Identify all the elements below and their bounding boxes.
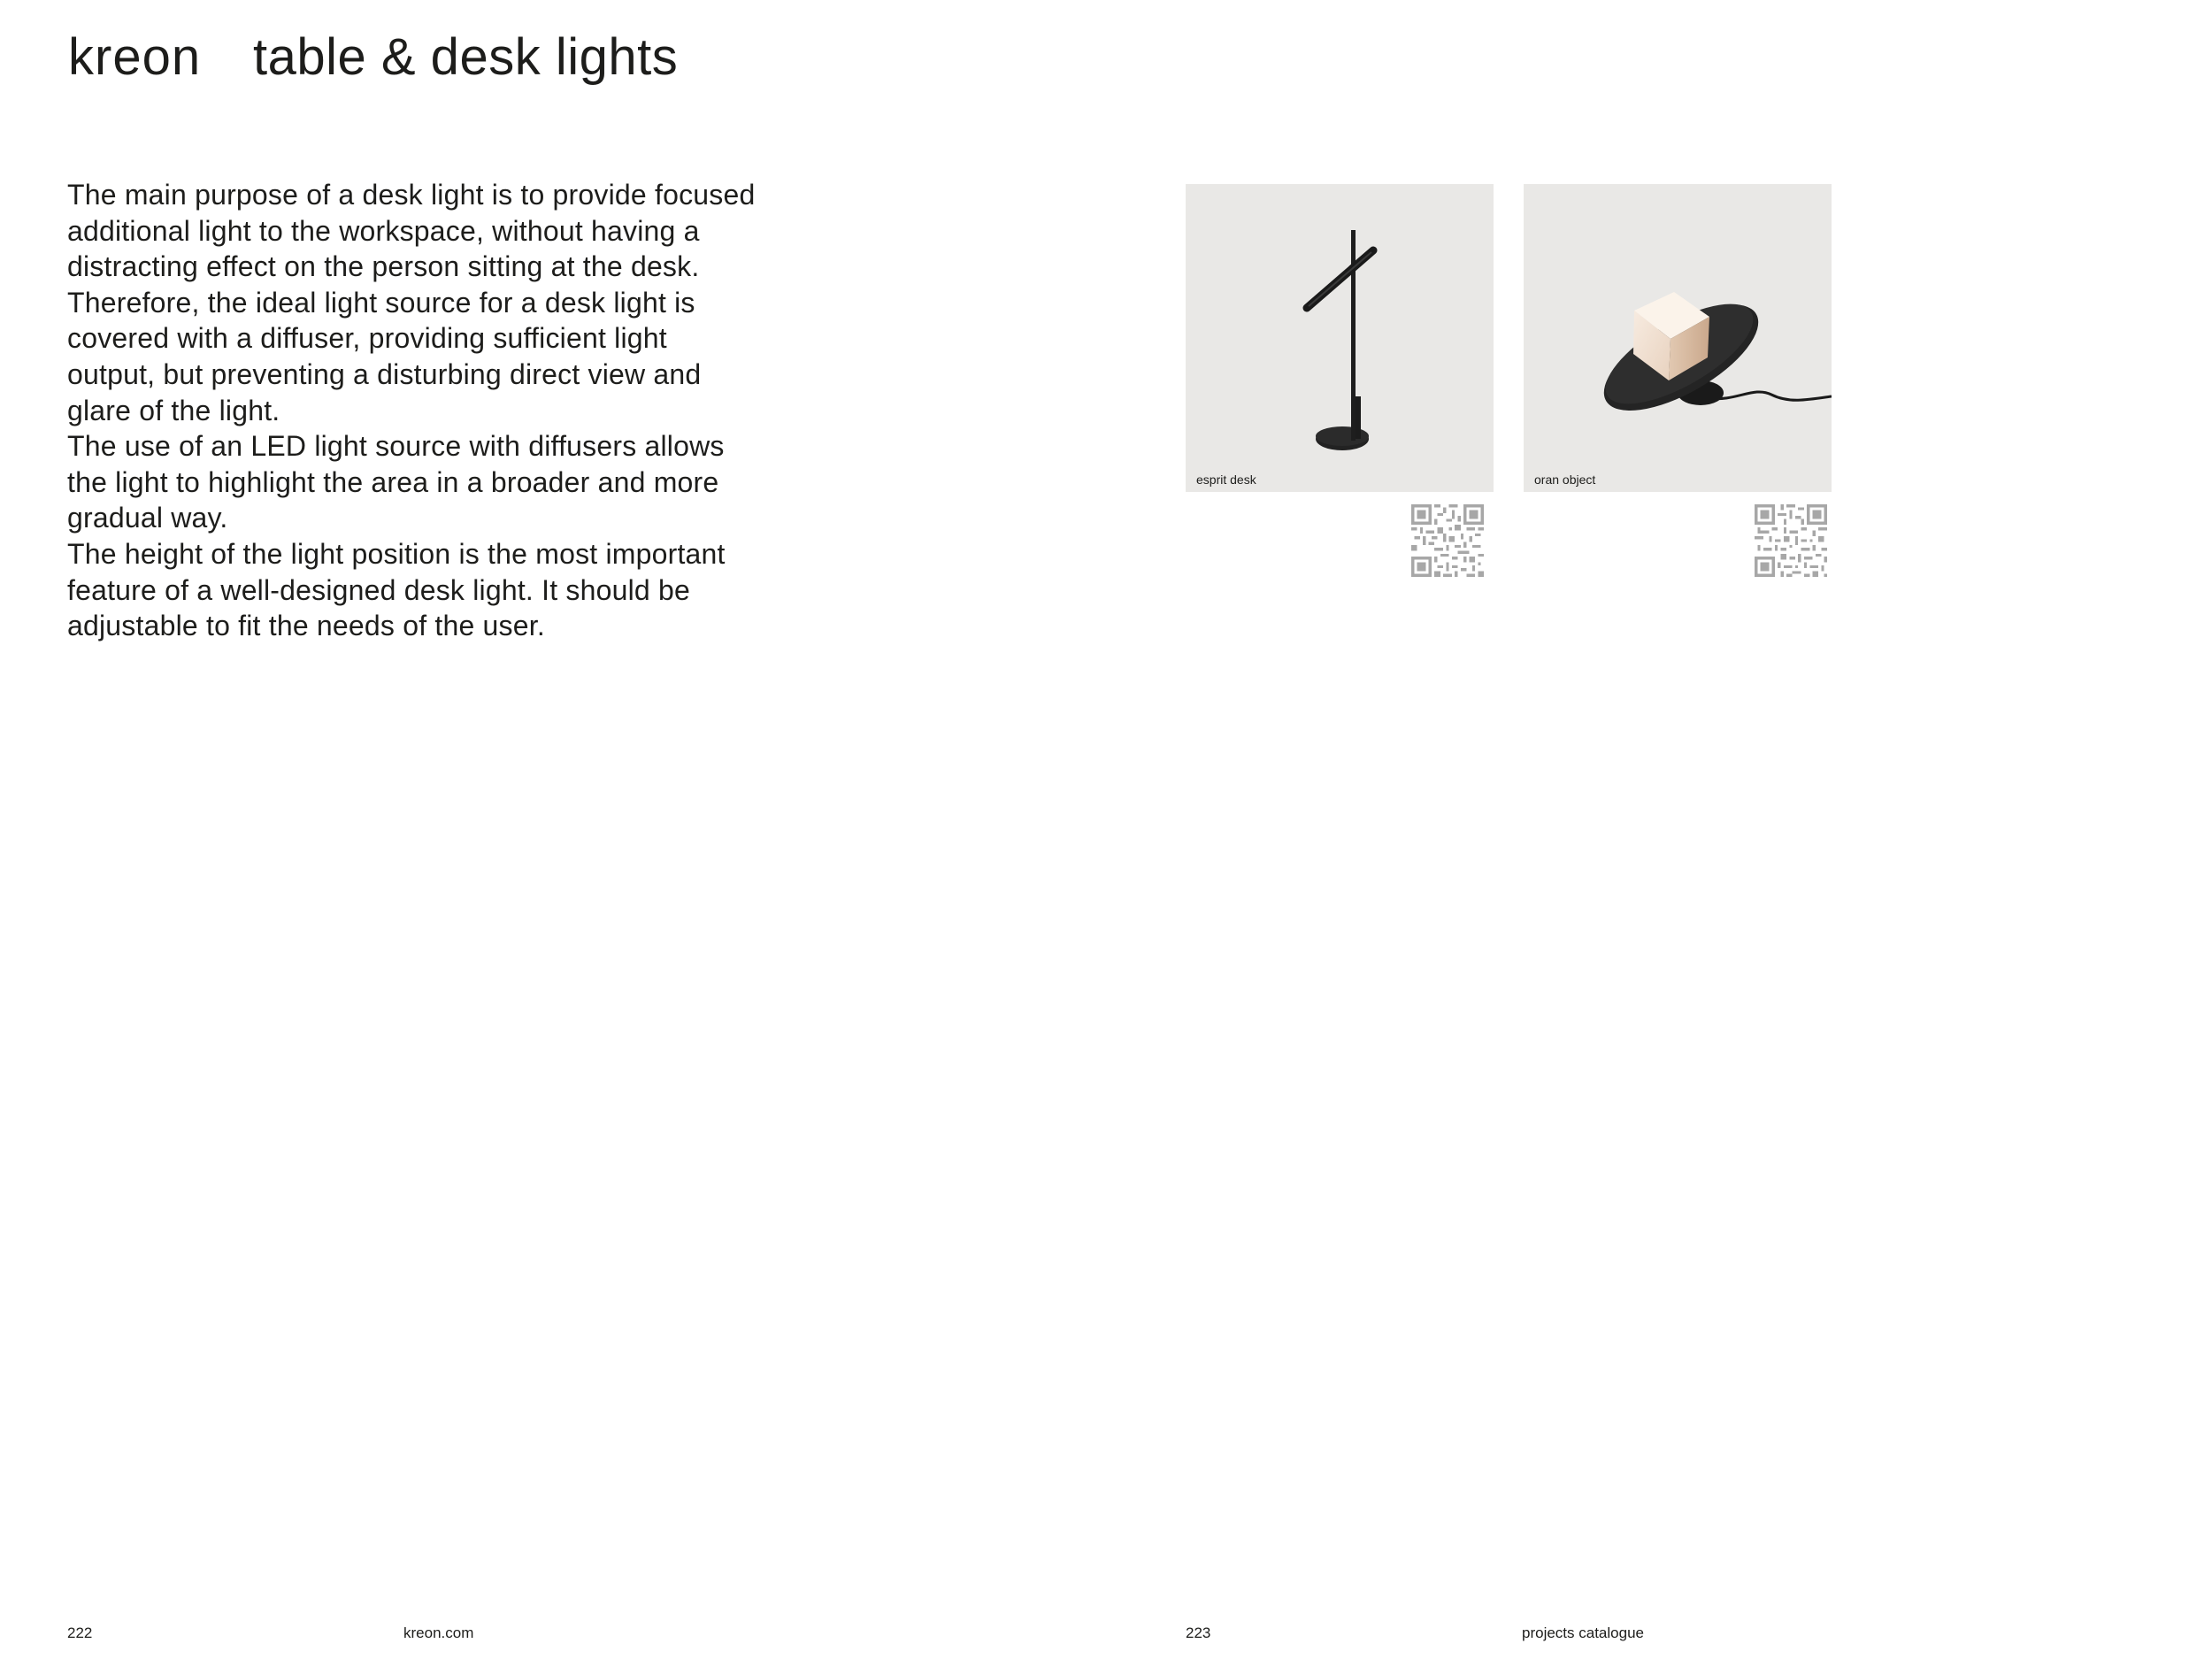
product-card-oran-object[interactable] xyxy=(1524,184,1832,492)
intro-text xyxy=(67,177,757,644)
intro-paragraph: The use of an LED light source with diffusers allows the light to highlight the area in a broader and more gradual way. xyxy=(67,430,725,534)
page-title: table & desk lights xyxy=(253,28,679,86)
product-name: oran object xyxy=(1534,472,1596,488)
product-name: esprit desk xyxy=(1196,472,1256,488)
intro-paragraph: The height of the light position is the most important feature of a well-designed desk light. It should be adjustable to fit the needs of the user. xyxy=(67,537,726,642)
brand-logo-text: kreon xyxy=(68,28,202,86)
page-number-right: 223 xyxy=(1186,1624,1211,1641)
product-card-esprit-desk[interactable] xyxy=(1186,184,1494,492)
table-lamp-image xyxy=(1524,184,1832,492)
catalogue-title: projects catalogue xyxy=(1522,1624,1644,1641)
website-link[interactable]: kreon.com xyxy=(403,1624,474,1641)
page-number-left: 222 xyxy=(67,1624,93,1641)
qr-code-icon[interactable] xyxy=(1755,504,1827,577)
intro-paragraph: The main purpose of a desk light is to provide focused additional light to the workspace, without having a distracting effect on the person sitting at the desk. Therefore, the ideal light source for a desk light is covered with a diffuser, providing sufficient light output, but preventing a disturbing direct view and glare of the light. xyxy=(67,179,756,426)
desk-lamp-image xyxy=(1186,184,1494,492)
qr-code-icon[interactable] xyxy=(1411,504,1484,577)
